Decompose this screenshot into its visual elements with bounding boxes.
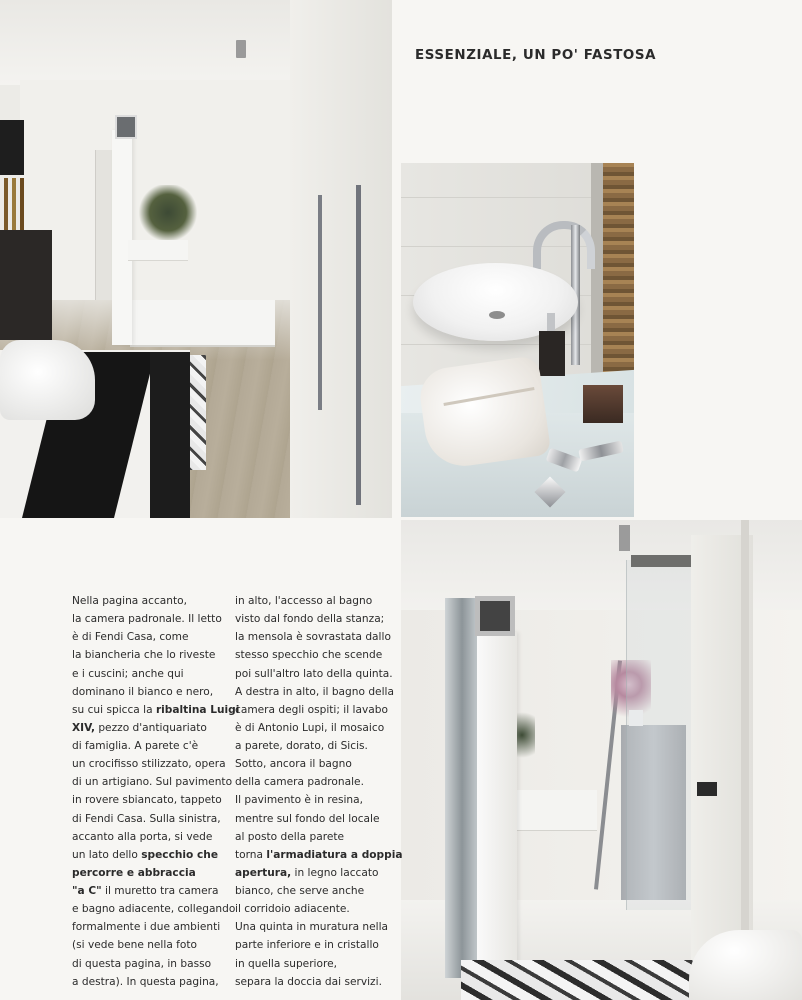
caption-line (72, 592, 240, 610)
wardrobe-handle (356, 185, 361, 505)
caption-line (72, 955, 240, 973)
caption-text: torna (235, 848, 267, 861)
caption-line (235, 900, 400, 918)
caption-bold: percorre e abbraccia (72, 866, 196, 879)
caption-text: di famiglia. A parete c'è (72, 740, 199, 752)
caption-text: pezzo d'antiquariato (94, 721, 207, 734)
mirror (445, 598, 479, 978)
caption-text: di un artigiano. Sul pavimento (72, 776, 233, 789)
caption-column-right (235, 592, 403, 991)
caption-line (72, 719, 240, 737)
glass-rail (631, 555, 693, 567)
caption-bold: specchio che (141, 848, 218, 861)
caption-line (72, 900, 240, 918)
rug (461, 960, 721, 1000)
caption-line (235, 683, 400, 701)
caption-line (72, 918, 240, 936)
caption-text: a destra). In questa pagina, (72, 975, 219, 988)
caption-text: dominano il bianco e nero, (72, 685, 214, 698)
pillow (0, 340, 95, 420)
antique-cabinet (0, 230, 52, 340)
caption-line (235, 864, 400, 882)
wardrobe-handle (318, 195, 322, 410)
caption-line (235, 882, 400, 900)
caption-text: Una quinta in muratura nella (235, 921, 389, 934)
page-headline: ESSENZIALE, UN PO' FASTOSA (415, 48, 657, 63)
wardrobe (290, 0, 392, 518)
caption-line (235, 592, 400, 610)
caption-line (235, 610, 400, 628)
caption-text: un lato dello (72, 848, 142, 861)
caption-bold: l'armadiatura a doppia (266, 848, 403, 861)
vanity-counter (128, 240, 188, 261)
caption-column-left (72, 592, 240, 991)
caption-text: (si vede bene nella foto (72, 939, 198, 952)
caption-text: Sotto, ancora il bagno (235, 758, 352, 771)
caption-line (72, 628, 240, 646)
caption-text: stesso specchio che scende (235, 649, 383, 662)
caption-text: A destra in alto, il bagno della (235, 685, 394, 698)
towels (417, 355, 552, 471)
caption-line (72, 864, 240, 882)
caption-text: a parete, dorato, di Sicis. (235, 740, 368, 752)
frame (741, 520, 749, 980)
caption-bold: ribaltina Luigi (155, 703, 240, 716)
caption-line (235, 791, 400, 809)
caption-line (235, 828, 400, 846)
caption-text: mentre sul fondo del locale (235, 812, 380, 825)
caption-text: di Fendi Casa. Sulla sinistra, (72, 812, 221, 825)
wall-screen (0, 120, 24, 175)
caption-line (235, 936, 400, 954)
caption-text: in legno laccato (291, 866, 379, 879)
plant (138, 185, 198, 240)
drain (489, 311, 505, 319)
caption-line (72, 791, 240, 809)
caption-text: il corridoio adiacente. (235, 903, 350, 916)
caption-text: separa la doccia dai servizi. (235, 975, 382, 988)
caption-line (235, 955, 400, 973)
caption-line (72, 773, 240, 791)
partition-wall (112, 130, 132, 345)
caption-bold: apertura, (235, 866, 292, 879)
caption-text: è di Antonio Lupi, il mosaico (235, 721, 385, 734)
caption-line (235, 755, 400, 773)
caption-line (72, 646, 240, 664)
caption-text: visto dal fondo della stanza; (235, 613, 385, 626)
caption-line (72, 846, 240, 864)
caption-line (235, 810, 400, 828)
caption-text: in alto, l'accesso al bagno (235, 595, 373, 607)
caption-line (72, 610, 240, 628)
caption-line (72, 737, 240, 755)
wall-switch (697, 782, 717, 796)
caption-line (235, 719, 400, 737)
bedroom-photo (0, 0, 392, 518)
caption-text: di questa pagina, in basso (72, 957, 212, 970)
caption-line (72, 683, 240, 701)
caption-text: su cui spicca la (72, 703, 156, 716)
caption-text: è di Fendi Casa, come (72, 631, 189, 644)
glass-partition (626, 560, 692, 910)
caption-line (235, 846, 403, 864)
caption-text: della camera padronale. (235, 776, 364, 789)
caption-text: camera degli ospiti; il lavabo (235, 703, 388, 716)
caption-text: il muretto tra camera (101, 885, 219, 897)
caption-line (72, 755, 240, 773)
caption-line (72, 973, 240, 991)
caption-text: formalmente i due ambienti (72, 921, 221, 934)
box (583, 385, 623, 423)
caption-line (72, 810, 240, 828)
bed-stripe (150, 352, 190, 518)
ceiling-light (619, 525, 630, 551)
caption-text: poi sull'altro lato della quinta. (235, 667, 393, 680)
caption-line (72, 701, 240, 719)
caption-line (72, 882, 240, 900)
caption-text: e i cuscini; anche qui (72, 667, 184, 680)
caption-bold: "a C" (72, 885, 102, 897)
washbasin-photo (401, 163, 634, 517)
caption-line (72, 828, 240, 846)
caption-text: Nella pagina accanto, (72, 595, 187, 607)
caption-bold: XIV, (72, 721, 95, 734)
caption-text: la biancheria che lo riveste (72, 649, 216, 662)
vanity-counter (517, 790, 597, 831)
bottles (4, 178, 26, 230)
mirror-cap (475, 596, 515, 636)
soap-dispenser (539, 331, 565, 376)
caption-text: bianco, che serve anche (235, 885, 365, 897)
caption-line (235, 665, 400, 683)
caption-line (235, 737, 400, 755)
caption-line (235, 628, 400, 646)
caption-text: la mensola è sovrastata dallo (235, 631, 391, 644)
caption-text: la camera padronale. Il letto (72, 613, 222, 626)
caption-text: parte inferiore e in cristallo (235, 939, 379, 952)
partition-wall (477, 632, 517, 977)
caption-line (235, 773, 400, 791)
caption-text: accanto alla porta, si vede (72, 830, 213, 843)
soap-pump (547, 313, 555, 333)
mirror-top (115, 115, 137, 139)
caption-text: e bagno adiacente, collegando (72, 903, 236, 916)
caption-line (235, 973, 400, 991)
caption-line (235, 701, 400, 719)
gold-mosaic (603, 163, 634, 393)
bathroom-step (130, 300, 275, 347)
caption-text: in rovere sbiancato, tappeto (72, 794, 222, 807)
caption-line (235, 918, 400, 936)
ceiling-light (236, 40, 246, 58)
caption-text: un crocifisso stilizzato, opera (72, 758, 226, 771)
caption-text: Il pavimento è in resina, (235, 794, 364, 807)
master-bathroom-photo (401, 520, 802, 1000)
caption-text: in quella superiore, (235, 957, 337, 970)
caption-text: al posto della parete (235, 830, 345, 843)
caption-line (235, 646, 400, 664)
caption-line (72, 936, 240, 954)
caption-line (72, 665, 240, 683)
